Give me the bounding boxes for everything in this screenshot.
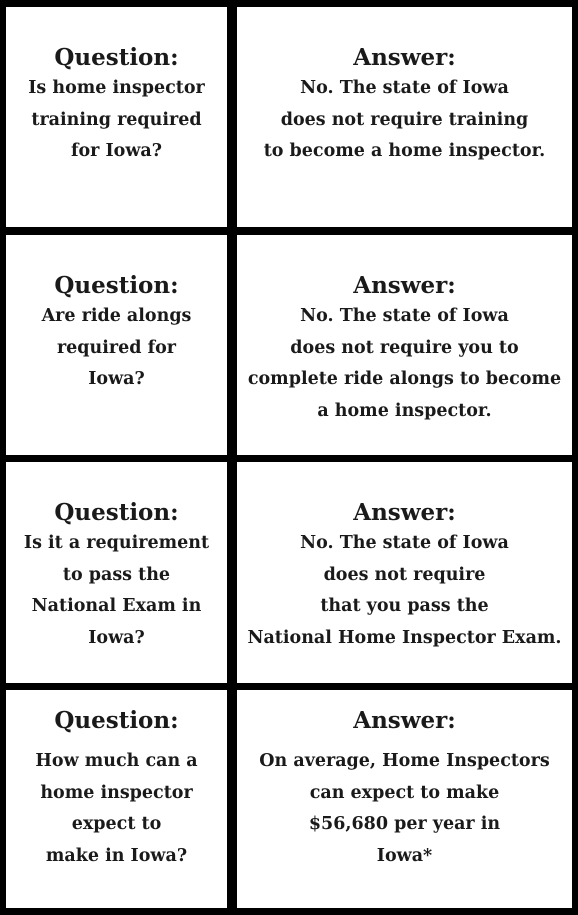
answer-card-3 [237, 462, 572, 683]
question-line: to pass the [62, 564, 171, 585]
answer-line: does not require training [280, 109, 529, 130]
answer-line: can expect to make [309, 782, 500, 803]
question-line: expect to [71, 814, 162, 834]
question-line: training required [31, 109, 202, 130]
answer-card-2 [237, 235, 572, 455]
answer-line: On average, Home Inspectors [259, 751, 550, 771]
answer-line: a home inspector. [317, 400, 492, 421]
question-line: Are ride alongs [41, 306, 192, 326]
answer-text [237, 746, 572, 872]
question-line: Is home inspector [28, 78, 205, 98]
question-card-1 [6, 7, 227, 227]
question-line: home inspector [40, 782, 193, 803]
answer-line: No. The state of Iowa [300, 306, 509, 326]
answer-card-4 [237, 690, 572, 908]
question-heading: Question: [54, 707, 179, 734]
answer-heading: Answer: [353, 44, 456, 71]
answer-line: that you pass the [320, 596, 489, 616]
question-line: Iowa? [88, 627, 145, 648]
question-card-4 [6, 690, 227, 908]
question-line: Iowa? [88, 369, 145, 389]
answer-text [237, 528, 572, 654]
answer-line: does not require you to [290, 337, 519, 358]
answer-heading: Answer: [353, 707, 456, 734]
answer-line: does not require [323, 564, 486, 585]
answer-line: No. The state of Iowa [300, 78, 509, 98]
question-text [6, 301, 227, 396]
question-line: How much can a [35, 751, 198, 771]
question-text [6, 528, 227, 654]
answer-line: No. The state of Iowa [300, 533, 509, 553]
answer-line: $56,680 per year in [308, 814, 501, 834]
answer-text [237, 73, 572, 168]
question-line: Is it a requirement [23, 533, 210, 553]
question-line: make in Iowa? [45, 845, 188, 866]
question-text [6, 746, 227, 872]
question-line: for Iowa? [70, 141, 163, 161]
answer-text [237, 301, 572, 427]
answer-line: to become a home inspector. [263, 141, 546, 161]
question-line: National Exam in [31, 596, 202, 616]
answer-heading: Answer: [353, 272, 456, 299]
answer-line: complete ride alongs to become [247, 369, 562, 389]
question-card-2 [6, 235, 227, 455]
question-heading: Question: [54, 44, 179, 71]
question-line: required for [56, 337, 177, 358]
question-heading: Question: [54, 499, 179, 526]
answer-heading: Answer: [353, 499, 456, 526]
question-text [6, 73, 227, 168]
question-card-3 [6, 462, 227, 683]
answer-line: Iowa* [376, 845, 433, 866]
answer-line: National Home Inspector Exam. [247, 627, 562, 648]
answer-card-1 [237, 7, 572, 227]
question-heading: Question: [54, 272, 179, 299]
